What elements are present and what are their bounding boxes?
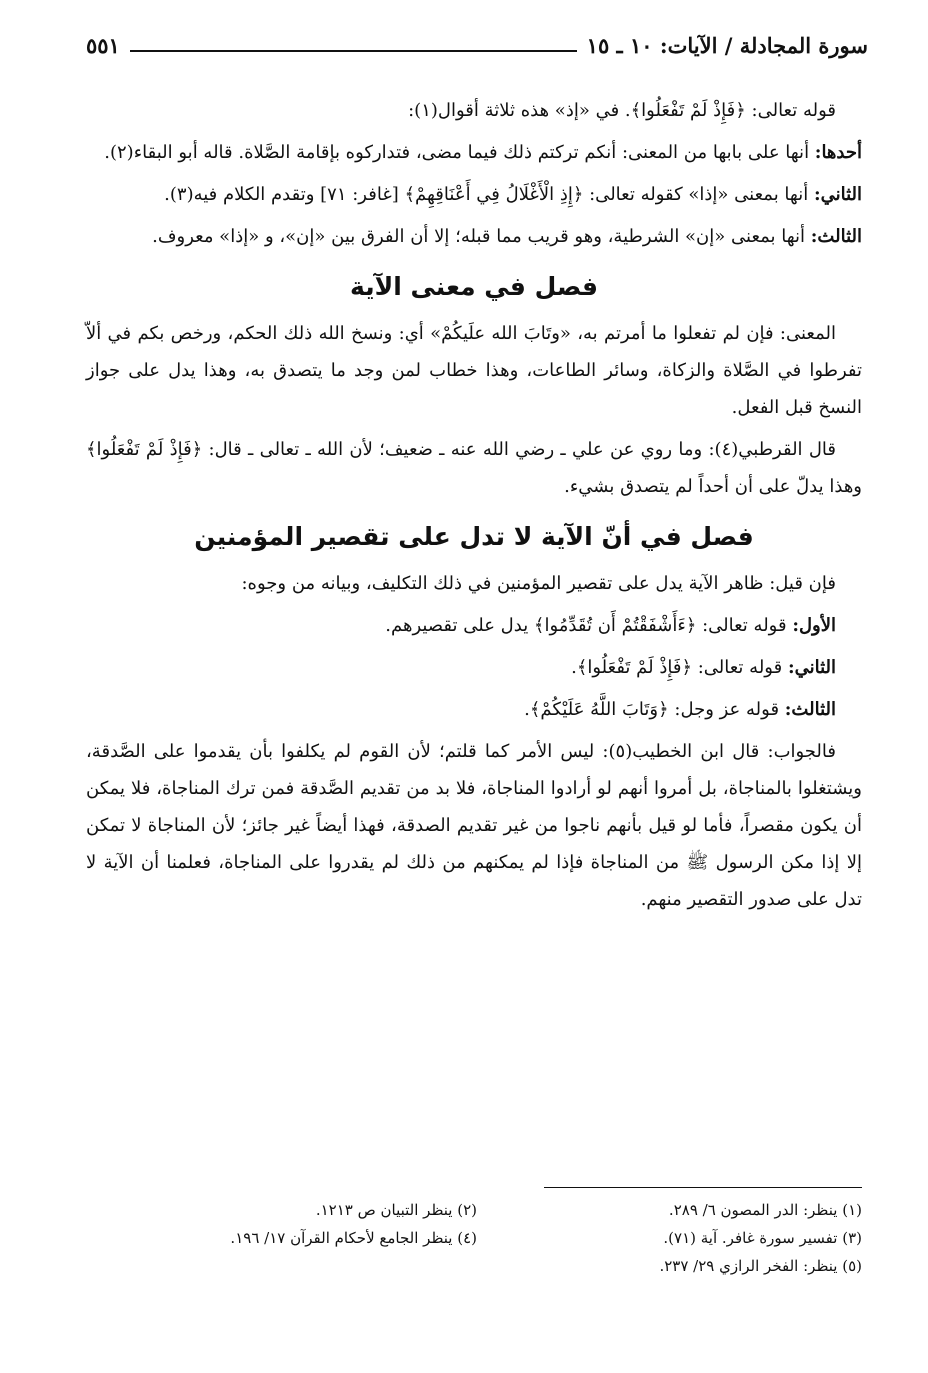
paragraph-text: قوله عز وجل: ﴿وَتَابَ اللَّهُ عَلَيْكُمْ﴾. — [524, 699, 785, 720]
lead-word: الثالث: — [810, 226, 862, 247]
footnote-row — [92, 1252, 862, 1280]
paragraph-intro: قوله تعالى: ﴿فَإِذْ لَمْ تَفْعَلُوا﴾. في «إذ» هذه ثلاثة أقوال(١): — [408, 100, 836, 121]
footnote-1: (١) ينظر: الدر المصون ٦/ ٢٨٩. — [668, 1201, 862, 1219]
header-rule — [130, 50, 577, 52]
section-heading-meaning: فصل في معنى الآية — [350, 272, 598, 301]
paragraph-meaning: المعنى: فإن لم تفعلوا ما أمرتم به، «وتَابَ الله علَيكُمْ» أي: ونسخ الله ذلك الحكم، ورخص بكم في ألاّ تفرطوا في الصَّلاة والزكاة، وسائر الطاعات، وهذا خطاب لمن وجد ما يتصدق به، وهذا يدل على جواز النسخ قبل الفعل. — [86, 323, 862, 418]
paragraph-objection: فإن قيل: ظاهر الآية يدل على تقصير المؤمنين في ذلك التكليف، وبيانه من وجوه: — [241, 573, 836, 594]
lead-word: الثاني: — [787, 657, 836, 678]
paragraph-text: أنها على بابها من المعنى: أنكم تركتم ذلك فيما مضى، فتداركوه بإقامة الصَّلاة. قاله أبو البقاء(٢). — [104, 142, 815, 163]
paragraph-text: قوله تعالى: ﴿فَإِذْ لَمْ تَفْعَلُوا﴾. — [571, 657, 788, 678]
footnote-5: (٥) ينظر: الفخر الرازي ٢٩/ ٢٣٧. — [659, 1257, 862, 1275]
main-text — [86, 92, 862, 923]
footnote-row — [92, 1224, 862, 1252]
footnotes — [92, 1196, 862, 1280]
lead-word: الثاني: — [813, 184, 862, 205]
footnote-2: (٢) ينظر التبيان ص ١٢١٣. — [315, 1201, 477, 1219]
footnote-3: (٣) تفسير سورة غافر. آية (٧١). — [663, 1229, 862, 1247]
lead-word: الأول: — [792, 615, 836, 636]
footnote-row — [92, 1196, 862, 1224]
paragraph-qurtubi: قال القرطبي(٤): وما روي عن علي ـ رضي الله عنه ـ ضعيف؛ لأن الله ـ تعالى ـ قال: ﴿فَإِذْ لَمْ تَفْعَلُوا﴾ وهذا يدلّ على أن أحداً لم يتصدق بشيء. — [86, 439, 862, 497]
paragraph-first-opinion — [86, 134, 862, 171]
paragraph-second-aspect — [86, 649, 862, 686]
footnote-4: (٤) ينظر الجامع لأحكام القرآن ١٧/ ١٩٦. — [230, 1229, 477, 1247]
paragraph-answer: فالجواب: قال ابن الخطيب(٥): ليس الأمر كما قلتم؛ لأن القوم لم يكلفوا بأن يقدموا على الصَّدقة، ويشتغلوا بالمناجاة، بل أمروا أنهم لو أرادوا المناجاة، فلا بد من تقديم الصَّدقة فمن ترك المناجاة، فلا يمكن أن يكون مقصراً، فأما لو قيل بأنهم ناجوا من غير تقديم الصدقة، فهذا أيضاً غير جائز؛ لأن المناجاة لا تمكن إلا إذا مكن الرسول ﷺ من المناجاة فإذا لم يمكنهم من ذلك لم يقدروا على المناجاة، فعلمنا أن الآية لا تدل على صدور التقصير منهم. — [86, 741, 862, 910]
paragraph-text: أنها بمعنى «إن» الشرطية، وهو قريب مما قبله؛ إلا أن الفرق بين «إن»، و «إذا» معروف. — [152, 226, 811, 247]
lead-word: الثالث: — [784, 699, 836, 720]
paragraph-second-opinion — [86, 176, 862, 213]
paragraph-text: قوله تعالى: ﴿ءَأَشْفَقْتُمْ أَن تُقَدِّمُوا﴾ يدل على تقصيرهم. — [385, 615, 793, 636]
paragraph-third-opinion — [86, 218, 862, 255]
running-header — [86, 28, 868, 58]
lead-word: أحدها: — [814, 142, 862, 163]
page-number: ٥٥١ — [86, 33, 120, 58]
paragraph-text: أنها بمعنى «إذا» كقوله تعالى: ﴿إِذِ الْأَغْلَالُ فِي أَعْنَاقِهِمْ﴾ [غافر: ٧١] وتقدم الكلام فيه(٣). — [164, 184, 814, 205]
section-heading-no-shortcoming: فصل في أنّ الآية لا تدل على تقصير المؤمنين — [194, 522, 754, 551]
paragraph-third-aspect — [86, 691, 862, 728]
paragraph-first-aspect — [86, 607, 862, 644]
surah-title: سورة المجادلة / الآيات: ١٠ ـ ١٥ — [586, 33, 868, 58]
footnote-separator — [544, 1187, 862, 1188]
